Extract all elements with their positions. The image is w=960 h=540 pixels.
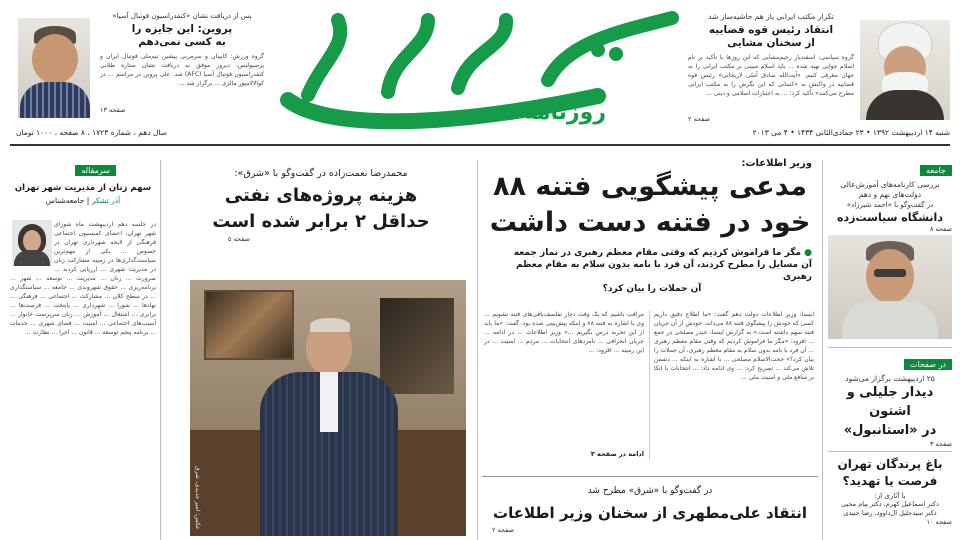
- photo-credit: عکس: امیر جدیدی، شرق: [194, 466, 201, 530]
- top-left-teaser: [12, 12, 264, 140]
- society-page-ref[interactable]: صفحه ۸: [929, 225, 952, 233]
- inpages-item2-authors-label: با آثاری از:: [874, 492, 906, 500]
- inpages-item1-title[interactable]: دیدار جلیلی و اشتون: [846, 385, 934, 419]
- masthead-rule: [10, 144, 950, 146]
- teaser-page-ref[interactable]: صفحه ۱۳: [100, 106, 126, 114]
- teaser-title[interactable]: پروین: این جایزه را: [131, 23, 233, 35]
- teaser-title[interactable]: انتقاد رئیس قوه قضاییه: [708, 24, 834, 36]
- editorial-body: در جلسه دهم اردیبهشت ماه شورای شهر تهران، اعضای کمیسیون اجتماعی فرهنگی از لایحه شهرداری تهران در خصوص ... یکی از مهم‌ترین سیاست‌گذاری‌ها در زمینه مشارکت زنان در مدیریت شهری ... ارزیابی کردند ... ضرورت ... زنان ... مدیریت ... توسعه ... شهر ... برنامه‌ریزی ... حقوق شهروندی ... جامعه ... سیاستگذاری ... در سطح کلان ... مشارکت ... اجتماعی ... فرهنگی ... نهادها ... شورا ... شهرداری ... پایتخت ... فرصت‌ها ... برابری ... اشتغال ... آموزش ... زنان سرپرست خانوار ... آسیب‌های اجتماعی ... امنیت ... فضای شهری ... خدمات ... برنامه پنجم توسعه ... قانون ... اجرا ... نظارت ...: [10, 221, 156, 336]
- editorial-title[interactable]: سهم زنان از مدیریت شهر تهران: [14, 183, 152, 193]
- interview-headline-1[interactable]: هزینه پروژه‌های نفتی: [224, 185, 418, 206]
- logo-text: [268, 0, 269, 1]
- editorial-author: آذر تشکر: [91, 196, 121, 205]
- main-body-col1: ایسنا: وزیر اطلاعات دولت دهم گفت: «ما اطلاع دقیق داریم کسی که خودش را پیشگوی فتنه ۸۸ می‌داند، خودش از آن جریان فتنه سهم داشته است.» به گزارش ایسنا، حیدر مصلحی در جمع ... افزود: «مگر ما فراموش کردیم که وقتی مقام معظم رهبری ... آن فرد با نامه بدون سلام به مقام معظم رهبری، آن جملات را بیان کرد؟» حجت‌الاسلام مصلحی ... با اشاره به اینکه ... دشمن تلاش می‌کند ... تصریح کرد: ... وی ادامه داد: ... انتخابات با اتکا بر منافع ملی و امنیت ملی ...: [654, 311, 814, 381]
- society-photo-shirzad: [828, 235, 952, 339]
- main-lead-1: مگر ما فراموش کردیم که وقتی مقام معظم رهبری در نماز جمعه: [513, 248, 801, 258]
- masthead: [0, 0, 960, 150]
- main-continue[interactable]: ادامه در صفحه ۳: [590, 450, 644, 458]
- main-lead-3: آن جملات را بیان کرد؟: [602, 284, 702, 294]
- sub-kicker: در گفت‌وگو با «شرق» مطرح شد: [587, 486, 713, 496]
- issue-info: سال دهم ، شماره ۱۷۲۳ ، ۸ صفحه ، ۱۰۰۰ تومان: [16, 128, 167, 137]
- teaser-photo-cleric: [860, 20, 950, 120]
- main-story: [482, 158, 818, 540]
- interview-block: [168, 158, 474, 540]
- inpages-item2-author1: دکتر اسماعیل کهرم، دکتر پیام محبی: [841, 500, 939, 508]
- main-body-col2: مراقب باشیم که یک وقت دچار تفلسف‌بافی‌های فتنه نشویم ... وی با اشاره به فتنه ۸۸ و اینکه پیش‌بینی شده بود، گفت: «ما باید از این تجربه درس بگیریم ...» وزیر اطلاعات ... در ادامه ... جریان انحرافی ... نامزدهای انتخابات ... مردم ... امنیت ... در این زمینه ... افزود: ...: [484, 311, 644, 354]
- society-kicker: بررسی کارنامه‌های آموزش‌عالی دولت‌های نهم و دهم: [840, 180, 940, 199]
- interview-page-ref[interactable]: صفحه ۵: [228, 235, 251, 243]
- teaser-kicker: پس از دریافت نشان «کنفدراسیون فوتبال آسیا»: [112, 12, 252, 20]
- inpages-item1-page[interactable]: صفحه ۳: [828, 440, 952, 452]
- editorial-author-role: جامعه‌شناس: [45, 196, 85, 205]
- teaser-kicker: تکرار مکتب ایرانی باز هم حاشیه‌ساز شد: [708, 12, 834, 21]
- inpages-item2-author2: دکتر سیدجلیل ال‌داوود، رضا جنیدی: [843, 509, 937, 517]
- logo-roozname: روزنامه: [523, 100, 606, 125]
- newspaper-logo[interactable]: [268, 0, 692, 140]
- inpages-item2-title[interactable]: باغ پرندگان تهران: [837, 457, 943, 471]
- main-kicker: وزیر اطلاعات:: [741, 158, 812, 169]
- teaser-body: گروه سیاسی: اسفندیار رحیم‌مشایی که این روزها با تأکید بر نام اسلام جوابی تهیه شده ... باید اسلام مبینی بر مکتب ایرانی را به جهان معرفی کنیم. «آیت‌الله صادق آملی لاریجانی» رئیس قوه قضاییه در واکنش به «کسانی که این نگرش را به مکتب ایرانی مطرح می‌کنند» تأکید کرد: ... به اعتبارات اسلامی و دینی ...: [688, 54, 854, 97]
- teaser-page-ref[interactable]: صفحه ۲: [688, 115, 711, 123]
- main-headline-1[interactable]: مدعی پیشگویی فتنه ۸۸: [492, 171, 808, 202]
- inpages-item2-page[interactable]: صفحه ۱۰: [926, 518, 952, 526]
- main-headline-2[interactable]: خود در فتنه دست داشت: [489, 207, 811, 238]
- interview-headline-2[interactable]: حداقل ۲ برابر شده است: [212, 211, 430, 232]
- sub-page-ref[interactable]: صفحه ۲: [492, 526, 515, 534]
- interview-kicker: محمدرضا نعمت‌زاده در گفت‌وگو با «شرق»:: [234, 168, 408, 179]
- teaser-body: گروه ورزش: کاپیتان و سرمربی پیشین تیم‌ملی فوتبال ایران و پرسپولیس، دیروز موفق به دریافت نشان ستاره طلایی کنفدراسیون فوتبال آسیا (AFC) شد. علی پروین در مراسم ... در کوالالامپور مالزی ... برگزار شد ...: [100, 53, 264, 87]
- sub-headline[interactable]: انتقاد علی‌مطهری از سخنان وزیر اطلاعات: [493, 504, 807, 522]
- teaser-subtitle[interactable]: به کسی نمی‌دهم: [138, 36, 226, 48]
- left-column: [10, 158, 156, 540]
- date-line: شنبه ۱۴ اردیبهشت ۱۳۹۲ • ۲۳ جمادی‌الثانی ۱۴۳۴ • ۴ می ۲۰۱۳: [752, 128, 950, 137]
- interview-photo-nematzadeh: [190, 280, 466, 536]
- top-right-teaser: [688, 12, 950, 140]
- section-tag-editorial[interactable]: سرمقاله: [75, 165, 116, 176]
- inpages-item1-title2[interactable]: در «استانبول»: [843, 423, 937, 438]
- bullet-icon: ●: [804, 248, 812, 258]
- teaser-subtitle[interactable]: از سخنان مشایی: [727, 37, 815, 49]
- society-kicker2: در گفت‌وگو با «احمد شیرزاد»: [846, 201, 934, 209]
- right-column: [828, 158, 952, 540]
- logo-calligraphy-icon: [268, 0, 692, 140]
- society-title[interactable]: دانشگاه سیاست‌زده: [837, 211, 943, 224]
- inpages-item1-kicker: ۲۵ اردیبهشت برگزار می‌شود: [845, 374, 935, 383]
- inpages-item2-title2[interactable]: فرصت یا تهدید؟: [842, 474, 938, 488]
- editorial-separator: |: [86, 196, 90, 205]
- section-tag-society[interactable]: جامعه: [920, 165, 952, 176]
- main-lead-2: آن مسایل را مطرح کردند، آن فرد با نامه بدون سلام به مقام معظم رهبری: [515, 260, 812, 282]
- date-strip: [10, 126, 950, 140]
- section-tag-inpages[interactable]: در صفحات: [904, 359, 952, 370]
- teaser-photo-parvin: [18, 18, 90, 118]
